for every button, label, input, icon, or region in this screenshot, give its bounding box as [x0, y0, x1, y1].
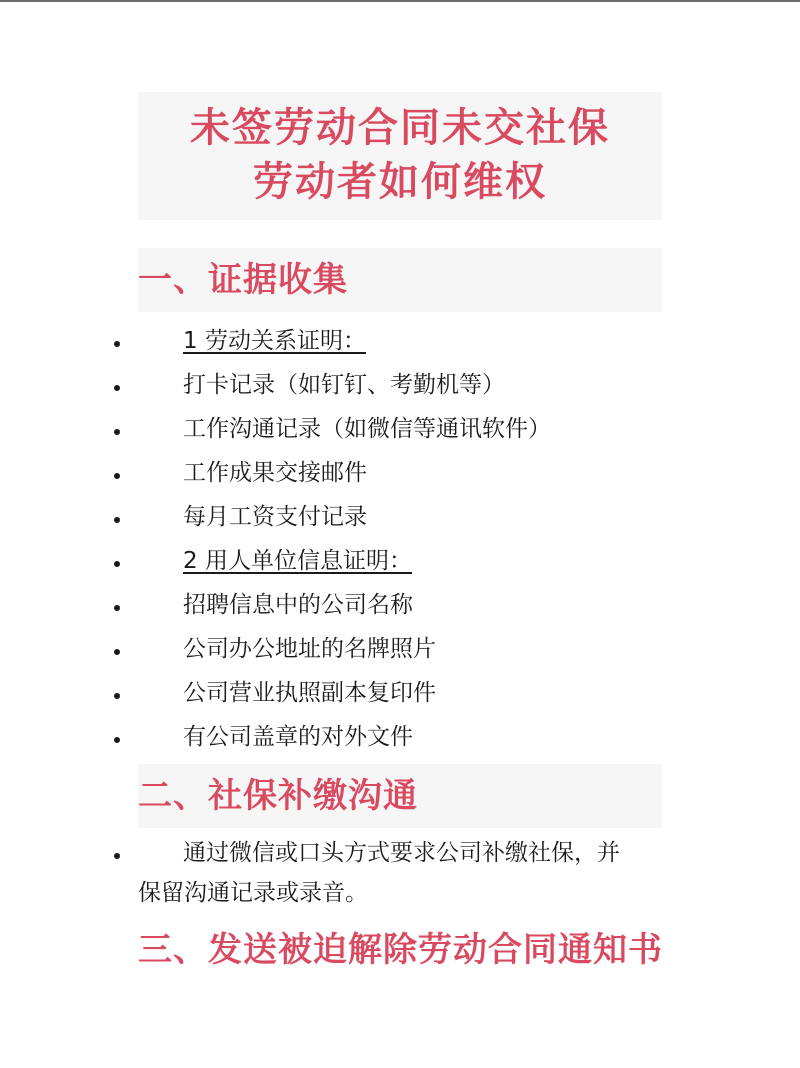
bullet-dot: [114, 429, 120, 435]
list-item: 打卡记录（如钉钉、考勤机等）: [183, 372, 505, 398]
bullet-dot: [114, 341, 120, 347]
page-title-line-2: 劳动者如何维权: [253, 159, 547, 205]
list-item: 工作成果交接邮件: [183, 460, 367, 486]
section-2-header: [138, 764, 662, 828]
section-1-heading: 一、证据收集: [138, 260, 348, 300]
section-2-heading: 二、社保补缴沟通: [138, 776, 418, 816]
bullet-dot: [114, 693, 120, 699]
bullet-dot: [114, 649, 120, 655]
bullet-dot: [114, 385, 120, 391]
page-title-line-1: 未签劳动合同未交社保: [190, 105, 610, 151]
paragraph-line-2: 保留沟通记录或录音。: [138, 880, 368, 906]
list-item-subheading: 1 劳动关系证明：: [183, 328, 366, 354]
bullet-dot: [114, 737, 120, 743]
section-1-header: [138, 248, 662, 312]
list-item: 工作沟通记录（如微信等通讯软件）: [183, 416, 551, 442]
list-item: 有公司盖章的对外文件: [183, 724, 413, 750]
list-item: 招聘信息中的公司名称: [183, 592, 413, 618]
bullet-dot: [114, 473, 120, 479]
bullet-dot: [114, 561, 120, 567]
list-item: 公司办公地址的名牌照片: [183, 636, 436, 662]
bullet-dot: [114, 517, 120, 523]
top-border-line: [0, 0, 800, 2]
list-item: 公司营业执照副本复印件: [183, 680, 436, 706]
list-item: 每月工资支付记录: [183, 504, 367, 530]
title-block: [138, 92, 662, 220]
list-item-subheading: 2 用人单位信息证明：: [183, 548, 412, 574]
paragraph-line-1: 通过微信或口头方式要求公司补缴社保，并: [183, 840, 620, 866]
section-3-heading: 三、发送被迫解除劳动合同通知书: [138, 930, 663, 970]
bullet-dot: [114, 853, 120, 859]
bullet-dot: [114, 605, 120, 611]
